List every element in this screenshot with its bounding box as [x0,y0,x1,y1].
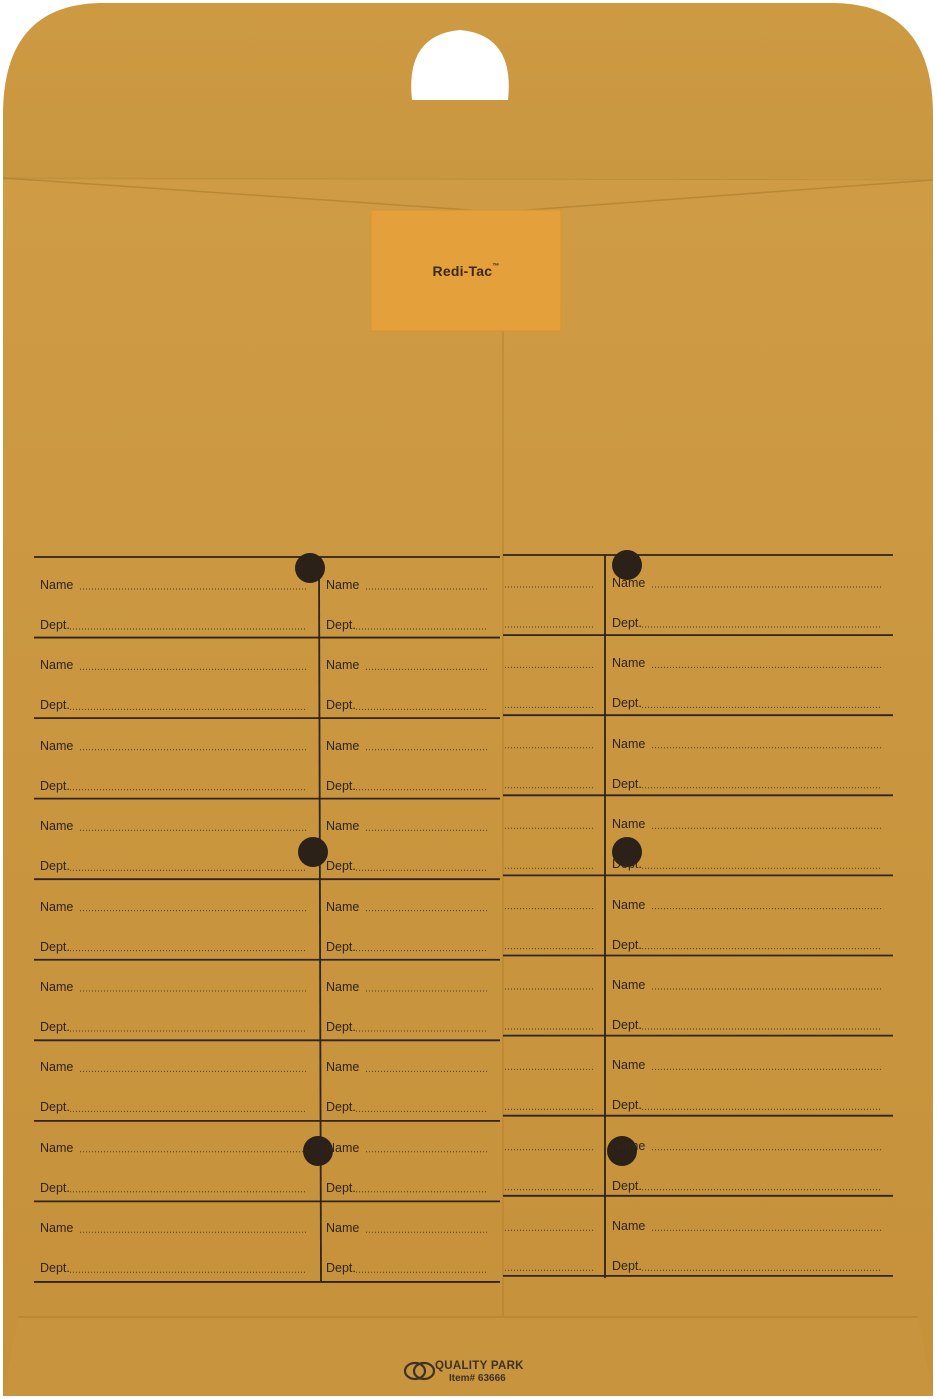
name-label: Name [612,576,646,590]
dept-label: Dept. [612,937,642,952]
brand-item-number: Item# 63666 [449,1373,506,1384]
redi-tac-text: Redi-Tac [432,263,493,279]
name-label: Name [326,658,360,673]
name-label: Name [40,1060,74,1075]
dept-label: Dept. [326,778,356,793]
name-label: Name [612,817,646,832]
brand-name: QUALITY PARK [435,1360,524,1372]
name-label: Name [40,658,74,673]
dept-label: Dept. [40,1261,70,1276]
dept-label: Dept. [326,1020,356,1034]
dept-label: Dept. [612,857,642,872]
name-label: Name [612,1138,646,1153]
name-label: Name [40,819,74,834]
name-label: Name [326,578,360,592]
dept-label: Dept. [40,618,70,632]
name-label: Name [612,897,646,912]
dept-label: Dept. [612,616,642,630]
dept-label: Dept. [612,1178,642,1193]
name-label: Name [326,899,360,914]
dept-label: Dept. [40,859,70,874]
dept-label: Dept. [40,1100,70,1115]
name-label: Name [612,1058,646,1073]
dept-label: Dept. [612,776,642,791]
name-label: Name [612,1219,646,1234]
dept-label: Dept. [612,1098,642,1113]
dept-label: Dept. [326,859,356,874]
trademark-symbol: ™ [492,263,500,270]
name-label: Name [40,738,74,753]
name-label: Name [326,1221,360,1236]
dept-label: Dept. [612,1259,642,1274]
dept-label: Dept. [326,1100,356,1115]
dept-label: Dept. [40,778,70,793]
dept-label: Dept. [326,698,356,713]
name-label: Name [40,1221,74,1236]
dept-label: Dept. [326,1261,356,1276]
name-label: Name [612,656,646,671]
dept-label: Dept. [40,939,70,954]
name-label: Name [40,578,74,592]
name-label: Name [40,899,74,914]
dept-label: Dept. [612,1018,642,1032]
name-label: Name [40,980,74,994]
dept-label: Dept. [40,1180,70,1195]
name-label: Name [612,978,646,992]
name-label: Name [326,980,360,994]
dept-label: Dept. [326,1180,356,1195]
name-label: Name [326,1060,360,1075]
dept-label: Dept. [326,939,356,954]
name-label: Name [326,1140,360,1155]
name-label: Name [40,1140,74,1155]
name-label: Name [612,736,646,751]
dept-label: Dept. [40,1020,70,1034]
dept-label: Dept. [612,696,642,711]
dept-label: Dept. [40,698,70,713]
dept-label: Dept. [326,618,356,632]
name-label: Name [326,819,360,834]
name-label: Name [326,738,360,753]
